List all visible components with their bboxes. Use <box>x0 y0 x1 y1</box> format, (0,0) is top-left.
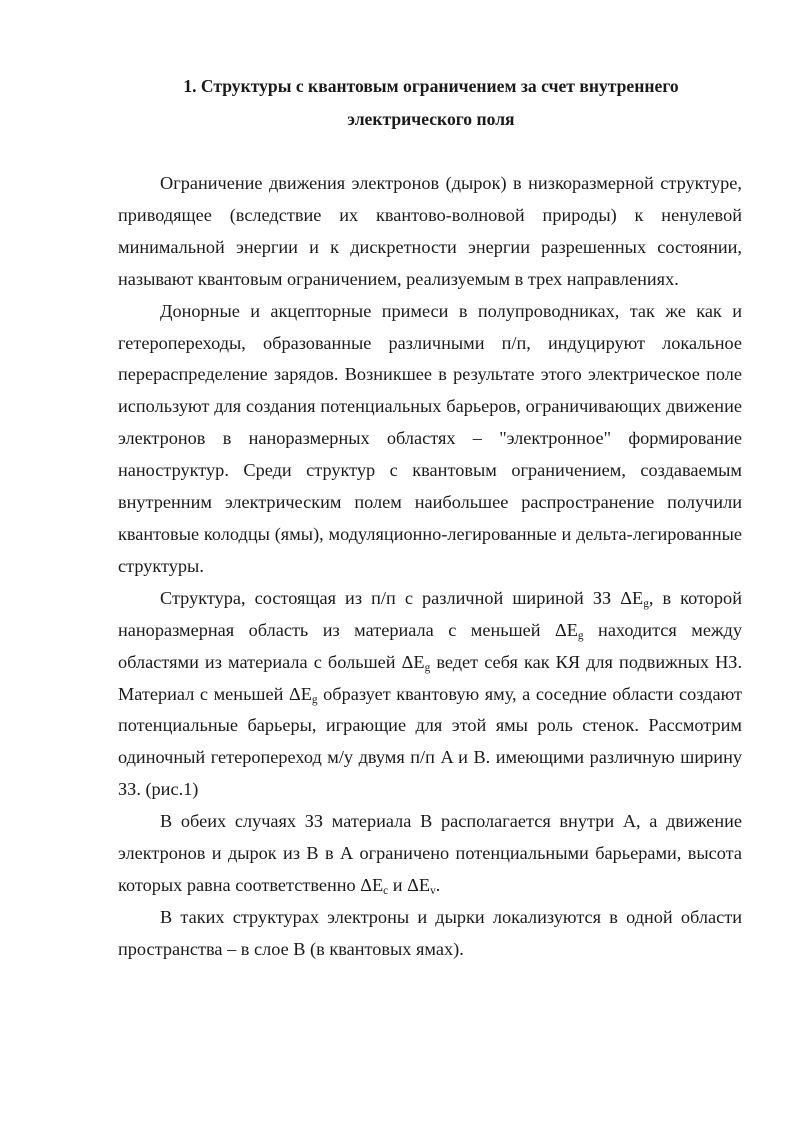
subscript: g <box>311 693 318 706</box>
paragraph-text: В обеих случаях ЗЗ материала B располагается внутри А, а движение электронов и дырок из B в А ограничено потенциальными барьерами, высота которых равна соответственно ΔE <box>118 811 742 895</box>
subscript: g <box>643 597 649 610</box>
heading-line-2: электрического поля <box>347 109 515 129</box>
subscript: g <box>577 629 584 642</box>
paragraph-text: . <box>435 874 441 895</box>
paragraph-text: , в которой наноразмерная область из материала с меньшей ΔE <box>118 587 742 640</box>
paragraph-text: находится между областями из материала с большей ΔE <box>118 619 743 672</box>
paragraph-quantum-confinement: Ограничение движения электронов (дырок) в низкоразмерной структуре, приводящее (вследствие их квантово-волновой природы) к ненулевой минимальной энергии и к дискретности энергии разрешенных состоянии, называют квантовым ограничением, реализуемым в трех направлениях. <box>118 173 742 289</box>
subscript: v <box>430 884 436 897</box>
paragraph-text: и ΔE <box>388 874 431 895</box>
paragraph-heterostructure <box>118 583 742 806</box>
paragraph-localization: В таких структурах электроны и дырки локализуются в одной области пространства – в слое B (в квантовых ямах). <box>118 906 742 959</box>
subscript: g <box>424 661 431 674</box>
body-text <box>118 168 742 966</box>
paragraph-barriers <box>118 806 742 902</box>
heading-line-1: 1. Структуры с квантовым ограничением за счет внутреннего <box>183 76 679 96</box>
paragraph-text: ведет себя как КЯ для подвижных НЗ. Материал с меньшей ΔE <box>118 651 743 704</box>
paragraph-impurities: Донорные и акцепторные примеси в полупроводниках, так же как и гетеропереходы, образованные различными п/п, индуцируют локальное перераспределение зарядов. Возникшее в результате этого электрическое поле используют для создания потенциальных барьеров, ограничивающих движение электронов в наноразмерных областях – "электронное" формирование наноструктур. Среди структур с квантовым ограничением, создаваемым внутренним электрическим полем наибольшее распространение получили квантовые колодцы (ямы), модуляционно-легированные и дельта-легированные структуры. <box>118 300 742 576</box>
section-heading <box>118 70 744 136</box>
subscript: c <box>383 884 389 897</box>
paragraph-text: Структура, состоящая из п/п с различной шириной ЗЗ ΔE <box>160 587 644 608</box>
paragraph-text: образует квантовую яму, а соседние области создают потенциальные барьеры, играющие для этой ямы роль стенок. Рассмотрим одиночный гетеропереход м/у двумя п/п A и B. имеющими различную ширину ЗЗ. (рис.1) <box>118 683 742 800</box>
